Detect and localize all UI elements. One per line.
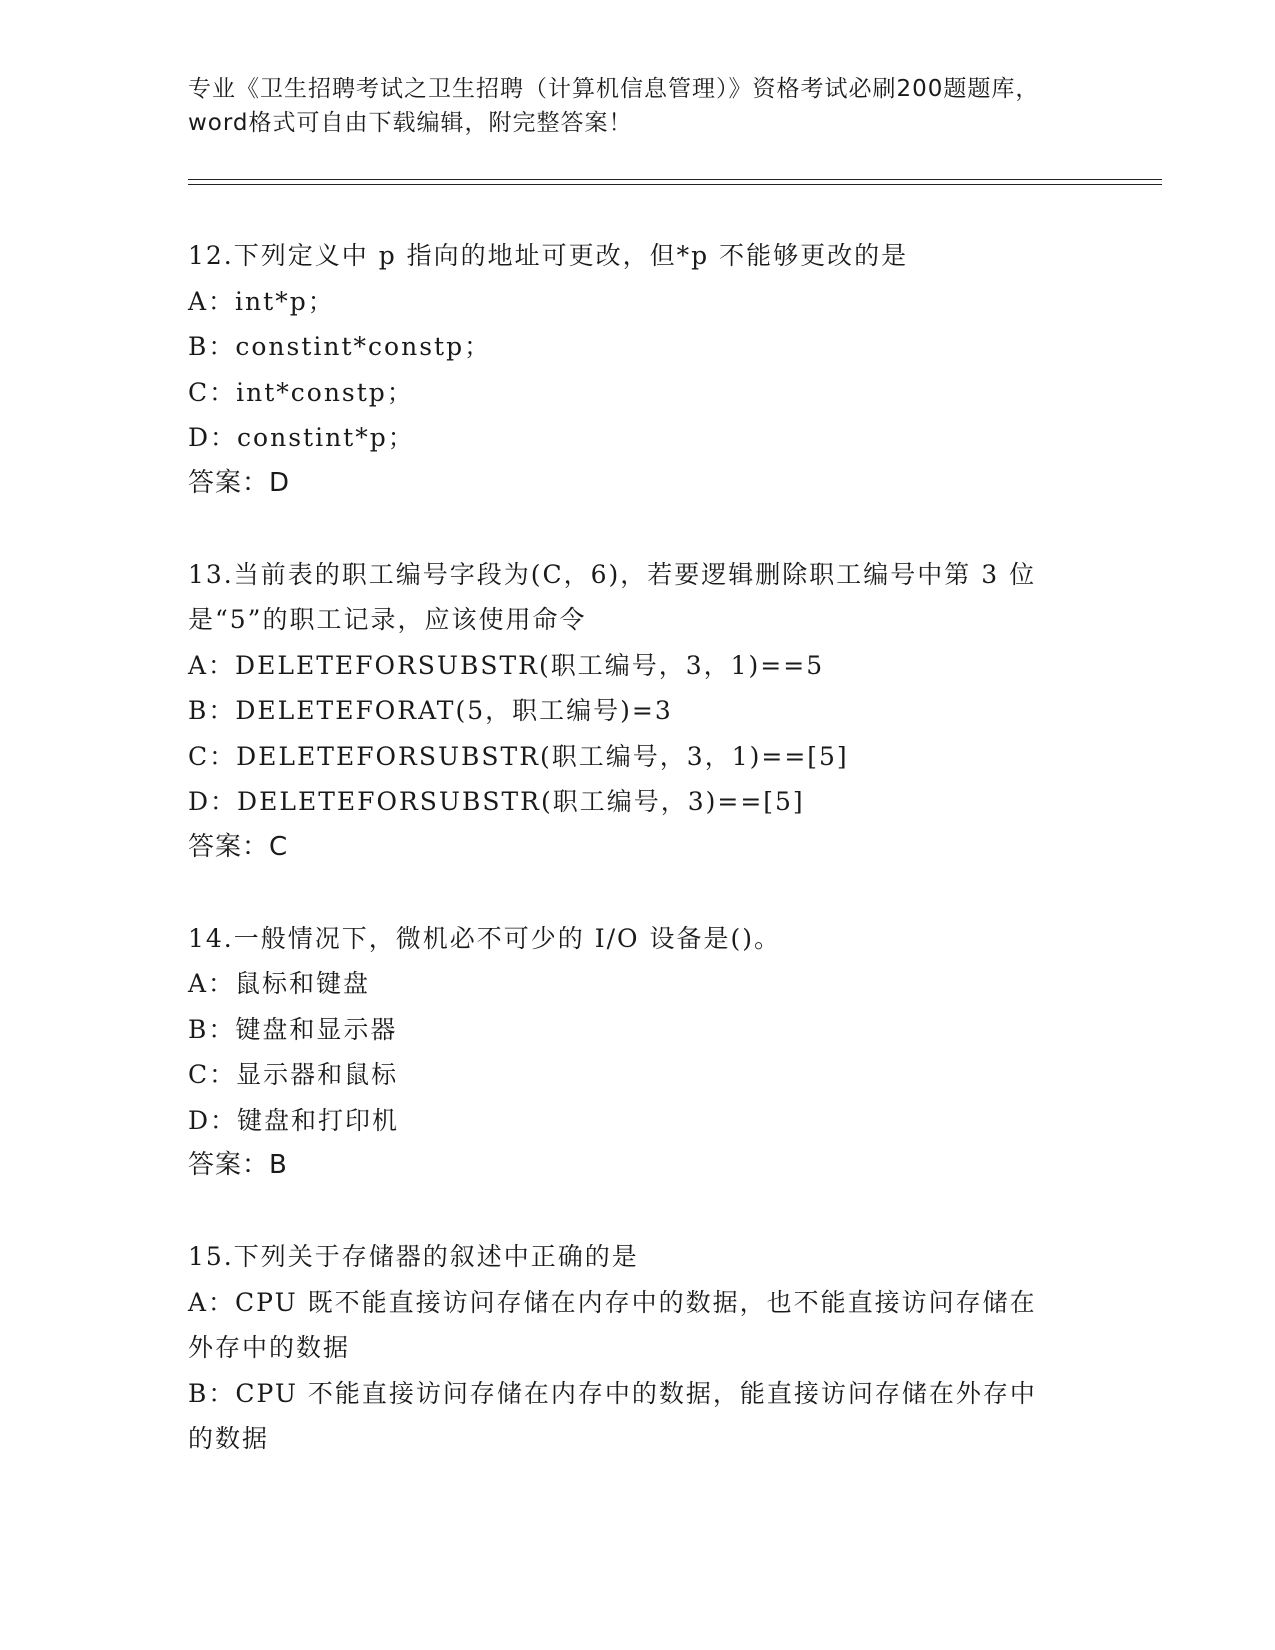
answer-option: B：键盘和显示器 (188, 1014, 398, 1044)
question-list (188, 233, 1088, 1508)
document-header (188, 72, 1088, 140)
answer-option: A：int*p； (188, 286, 335, 316)
answer-key: 答案：C (188, 831, 289, 862)
question-block (188, 1234, 1088, 1462)
answer-option: B：CPU 不能直接访问存储在内存中的数据，能直接访问存储在外存中 (188, 1378, 1037, 1408)
answer-option: B：constint*constp； (188, 332, 492, 361)
question-stem: 12.下列定义中 p 指向的地址可更改，但*p 不能够更改的是 (188, 241, 909, 270)
answer-option: B：DELETEFORAT(5，职工编号)=3 (188, 696, 673, 725)
answer-option: C：显示器和鼠标 (188, 1060, 399, 1089)
question-stem: 是“5”的职工记录，应该使用命令 (188, 605, 587, 634)
answer-option: C：DELETEFORSUBSTR(职工编号，3，1)==[5] (188, 741, 849, 771)
question-block (188, 233, 1088, 506)
answer-option: 的数据 (188, 1424, 270, 1453)
answer-option: 外存中的数据 (188, 1333, 351, 1362)
question-stem: 14.一般情况下，微机必不可少的 I/O 设备是()。 (188, 923, 781, 953)
answer-option: D：键盘和打印机 (188, 1105, 400, 1135)
answer-option: A：CPU 既不能直接访问存储在内存中的数据，也不能直接访问存储在 (188, 1287, 1037, 1317)
question-block (188, 916, 1088, 1189)
question-stem: 13.当前表的职工编号字段为(C，6)，若要逻辑删除职工编号中第 3 位 (188, 559, 1037, 589)
question-stem: 15.下列关于存储器的叙述中正确的是 (188, 1242, 639, 1271)
header-line-2: word格式可自由下载编辑，附完整答案！ (188, 110, 633, 136)
answer-option: C：int*constp； (188, 377, 414, 407)
header-divider-bottom (188, 184, 1162, 185)
answer-option: A：DELETEFORSUBSTR(职工编号，3，1)==5 (188, 650, 825, 680)
answer-key: 答案：B (188, 1150, 288, 1180)
answer-option: A：鼠标和键盘 (188, 969, 371, 998)
answer-option: D：constint*p； (188, 423, 415, 452)
header-line-1: 专业《卫生招聘考试之卫生招聘（计算机信息管理）》资格考试必刷200题题库， (188, 76, 1040, 102)
header-divider-top (188, 179, 1162, 180)
answer-key: 答案：D (188, 467, 291, 498)
answer-option: D：DELETEFORSUBSTR(职工编号，3)==[5] (188, 787, 805, 816)
question-block (188, 552, 1088, 870)
